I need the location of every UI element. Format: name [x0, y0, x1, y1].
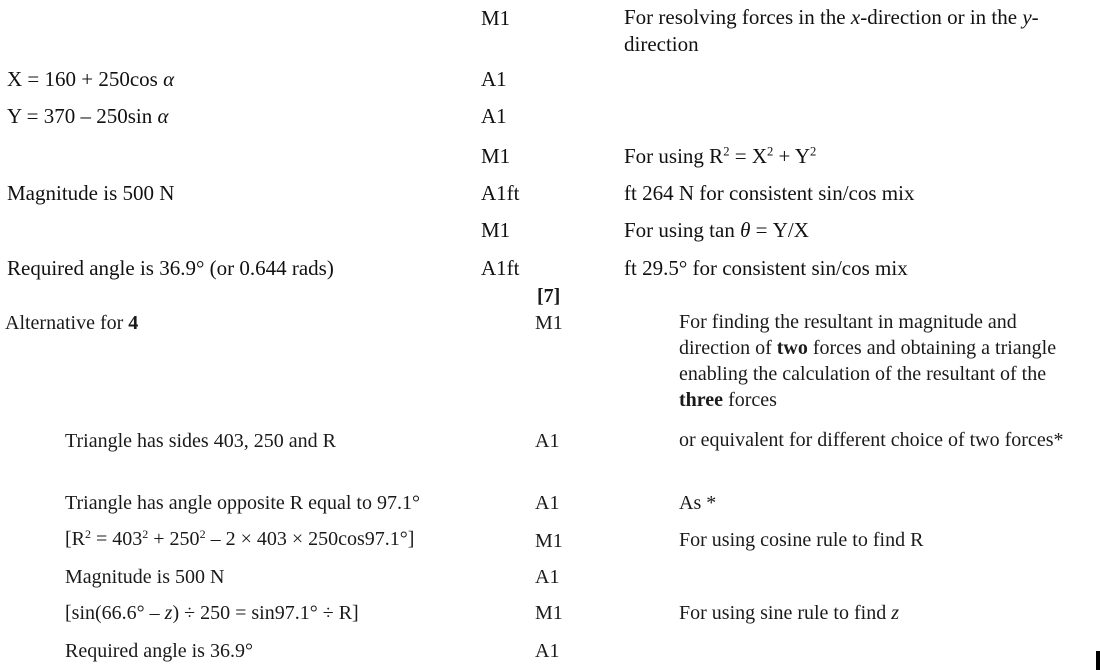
- working-y-component: [7, 106, 169, 127]
- emphasis-two: two: [776, 337, 808, 359]
- superscript: 2: [723, 144, 730, 159]
- mark-a1: A1: [481, 67, 507, 91]
- var-x: x: [850, 5, 861, 29]
- note-follow-through-angle: ft 29.5° for consistent sin/cos mix: [624, 256, 908, 280]
- superscript: 2: [767, 144, 774, 159]
- working-text: [R: [65, 528, 85, 550]
- mark-m1: M1: [481, 6, 511, 30]
- heading-text: Alternative for: [5, 312, 129, 334]
- note-text: For using sine rule to find: [679, 602, 892, 624]
- note-text: + Y: [773, 144, 811, 168]
- note-text: forces: [723, 389, 777, 411]
- note-sine-rule: [679, 603, 899, 623]
- question-number: 4: [128, 312, 139, 334]
- mark-a1ft: A1ft: [481, 181, 520, 205]
- note-follow-through-magnitude: ft 264 N for consistent sin/cos mix: [624, 181, 915, 205]
- mark-m1: M1: [535, 602, 563, 624]
- working-magnitude-alt: Magnitude is 500 N: [65, 566, 225, 588]
- var-alpha: α: [157, 104, 169, 128]
- note-text: -direction or in the: [860, 5, 1023, 29]
- working-required-angle-alt: Required angle is 36.9°: [65, 640, 253, 662]
- working-text: [sin(66.6° –: [65, 602, 165, 624]
- note-tan-theta: [624, 220, 809, 241]
- mark-m1: M1: [481, 144, 511, 168]
- total-marks: [7]: [537, 285, 561, 307]
- working-triangle-sides: Triangle has sides 403, 250 and R: [65, 430, 336, 452]
- working-magnitude: Magnitude is 500 N: [7, 181, 175, 205]
- var-z: z: [164, 602, 173, 624]
- working-cosine-rule: [65, 526, 415, 550]
- mark-a1ft: A1ft: [481, 256, 520, 280]
- mark-m1: M1: [535, 312, 563, 334]
- note-cosine-rule: For using cosine rule to find R: [679, 529, 924, 551]
- mark-a1: A1: [535, 430, 560, 452]
- var-alpha: α: [163, 67, 175, 91]
- superscript: 2: [810, 144, 817, 159]
- note-text: For using tan: [624, 218, 741, 242]
- note-resultant-two-forces: [679, 309, 1089, 413]
- note-text: -direction: [624, 5, 1039, 56]
- var-theta: θ: [740, 218, 751, 242]
- note-as-star: As *: [679, 492, 717, 514]
- working-text: + 250: [148, 528, 200, 550]
- mark-a1: A1: [535, 566, 560, 588]
- note-text: forces and obtaining a triangle enabling the calculation of the resultant of the: [679, 337, 1057, 385]
- mark-m1: M1: [535, 530, 563, 552]
- working-text: – 2 × 403 × 250cos97.1°]: [205, 528, 415, 550]
- working-text: ) ÷ 250 = sin97.1° ÷ R]: [172, 602, 359, 624]
- superscript: 2: [142, 526, 149, 541]
- note-resolving-forces: [624, 4, 1044, 58]
- note-text: = X: [729, 144, 767, 168]
- var-y: y: [1022, 5, 1032, 29]
- mark-a1: A1: [535, 492, 560, 514]
- mark-a1: A1: [481, 104, 507, 128]
- note-text: = Y/X: [750, 218, 809, 242]
- note-equivalent-choice: or equivalent for different choice of two forces*: [679, 429, 1064, 451]
- working-required-angle: Required angle is 36.9° (or 0.644 rads): [7, 256, 334, 280]
- note-pythagoras: [624, 146, 816, 167]
- var-z: z: [891, 602, 900, 624]
- text-cursor-mark: [1096, 651, 1100, 670]
- superscript: 2: [199, 526, 206, 541]
- alternative-heading: [5, 313, 138, 333]
- mark-m1: M1: [481, 218, 511, 242]
- note-text: For resolving forces in the: [624, 5, 851, 29]
- note-text: For finding the resultant in magnitude and direction of: [679, 311, 1017, 359]
- working-triangle-angle: Triangle has angle opposite R equal to 97.1°: [65, 492, 420, 514]
- mark-a1: A1: [535, 640, 560, 662]
- note-text: For using R: [624, 144, 724, 168]
- working-sine-rule: [65, 603, 359, 623]
- emphasis-three: three: [679, 389, 724, 411]
- working-text: = 403: [91, 528, 143, 550]
- working-x-component: [7, 69, 174, 90]
- working-text: Y = 370 – 250sin: [7, 104, 158, 128]
- working-text: X = 160 + 250cos: [7, 67, 164, 91]
- superscript: 2: [85, 526, 91, 541]
